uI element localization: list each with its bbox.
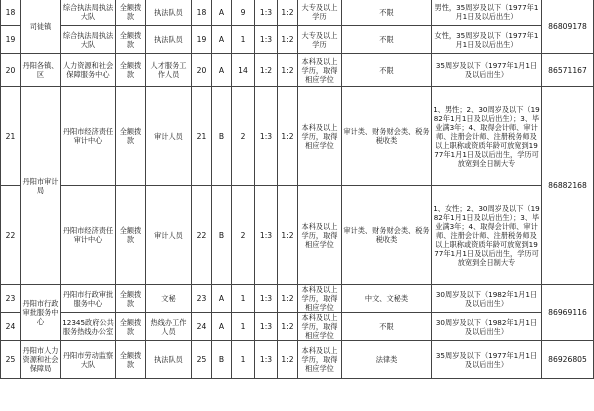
education-cell: 本科及以上学历，取得相应学位 [298,341,342,379]
position-cell: 执法队员 [146,0,192,26]
education-cell: 本科及以上学历，取得相应学位 [298,313,342,341]
ratio2-cell: 1:2 [278,26,298,54]
funding-cell: 全额拨款 [116,26,146,54]
other-cell: 男性，35周岁及以下（1977年1月1日及以后出生） [432,0,542,26]
table-row [1,87,594,186]
code-cell: 18 [192,0,212,26]
position-cell: 审计人员 [146,186,192,285]
phone-cell: 86571167 [542,54,594,87]
phone-cell: 86809178 [542,0,594,54]
code-cell: 25 [192,341,212,379]
ratio-cell: 1:3 [255,0,278,26]
category-cell: B [212,87,232,186]
funding-cell: 全额拨款 [116,54,146,87]
table-row [1,0,594,26]
major-cell: 审计类、财务财会类、税务税收类 [342,186,432,285]
unit-cell: 丹阳市劳动监察大队 [61,341,116,379]
seq-cell: 19 [1,26,21,54]
unit-cell: 丹阳市行政审批服务中心 [61,285,116,313]
code-cell: 23 [192,285,212,313]
table-row [1,285,594,313]
seq-cell: 20 [1,54,21,87]
seq-cell: 18 [1,0,21,26]
count-cell: 9 [232,0,255,26]
category-cell: A [212,26,232,54]
seq-cell: 23 [1,285,21,313]
funding-cell: 全额拨款 [116,341,146,379]
ratio2-cell: 1:2 [278,341,298,379]
ratio-cell: 1:3 [255,87,278,186]
unit-cell: 丹阳市经济责任审计中心 [61,87,116,186]
other-cell: 1、女性；2、30周岁及以下（1982年1月1日及以后出生）；3、毕业满3年；4、取得会计师、审计师、注册会计师、注册税务师及以上职称或资质年龄可放宽到1977年1月1日及以后出生，学历可放宽到全日制大专 [432,186,542,285]
dept-cell: 丹阳市行政审批服务中心 [21,285,61,341]
ratio2-cell: 1:2 [278,285,298,313]
count-cell: 1 [232,26,255,54]
category-cell: B [212,341,232,379]
unit-cell: 丹阳市经济责任审计中心 [61,186,116,285]
funding-cell: 全额拨款 [116,0,146,26]
major-cell: 审计类、财务财会类、税务税收类 [342,87,432,186]
table-row [1,313,594,341]
funding-cell: 全额拨款 [116,313,146,341]
dept-cell: 司徒镇 [21,0,61,54]
count-cell: 2 [232,87,255,186]
other-cell: 35周岁及以下（1977年1月1日及以后出生） [432,341,542,379]
count-cell: 14 [232,54,255,87]
position-cell: 审计人员 [146,87,192,186]
ratio-cell: 1:3 [255,26,278,54]
funding-cell: 全额拨款 [116,87,146,186]
category-cell: A [212,54,232,87]
count-cell: 1 [232,285,255,313]
seq-cell: 21 [1,87,21,186]
code-cell: 19 [192,26,212,54]
unit-cell: 人力资源和社会保障服务中心 [61,54,116,87]
table-row [1,26,594,54]
major-cell: 法律类 [342,341,432,379]
unit-cell: 综合执法局执法大队 [61,26,116,54]
count-cell: 1 [232,341,255,379]
position-cell: 热线办工作人员 [146,313,192,341]
funding-cell: 全额拨款 [116,186,146,285]
table-row [1,186,594,285]
education-cell: 大专及以上学历 [298,0,342,26]
major-cell: 不限 [342,0,432,26]
count-cell: 2 [232,186,255,285]
dept-cell: 丹阳市审计局 [21,87,61,285]
seq-cell: 24 [1,313,21,341]
count-cell: 1 [232,313,255,341]
ratio-cell: 1:3 [255,313,278,341]
unit-cell: 综合执法局执法大队 [61,0,116,26]
ratio2-cell: 1:2 [278,186,298,285]
ratio-cell: 1:3 [255,186,278,285]
ratio2-cell: 1:2 [278,0,298,26]
other-cell: 1、男性；2、30周岁及以下（1982年1月1日及以后出生）；3、毕业满3年；4、取得会计师、审计师、注册会计师、注册税务师及以上职称或资质年龄可放宽到1977年1月1日及以后出生，学历可放宽到全日制大专 [432,87,542,186]
major-cell: 中文、文秘类 [342,285,432,313]
other-cell: 35周岁及以下（1977年1月1日及以后出生） [432,54,542,87]
category-cell: A [212,313,232,341]
funding-cell: 全额拨款 [116,285,146,313]
education-cell: 本科及以上学历，取得相应学位 [298,285,342,313]
ratio-cell: 1:2 [255,54,278,87]
dept-cell: 丹阳各镇、区 [21,54,61,87]
ratio2-cell: 1:2 [278,313,298,341]
code-cell: 20 [192,54,212,87]
code-cell: 21 [192,87,212,186]
seq-cell: 25 [1,341,21,379]
position-cell: 执法队员 [146,341,192,379]
ratio2-cell: 1:2 [278,54,298,87]
education-cell: 本科及以上学历，取得相应学位 [298,87,342,186]
position-cell: 文秘 [146,285,192,313]
position-cell: 执法队员 [146,26,192,54]
category-cell: A [212,0,232,26]
category-cell: B [212,186,232,285]
major-cell: 不限 [342,54,432,87]
education-cell: 本科及以上学历，取得相应学位 [298,54,342,87]
ratio2-cell: 1:2 [278,87,298,186]
other-cell: 30周岁及以下（1982年1月1日及以后出生） [432,285,542,313]
phone-cell: 86882168 [542,87,594,285]
ratio-cell: 1:3 [255,285,278,313]
unit-cell: 12345政府公共服务热线办公室 [61,313,116,341]
table-row [1,54,594,87]
code-cell: 22 [192,186,212,285]
ratio-cell: 1:3 [255,341,278,379]
education-cell: 大专及以上学历 [298,26,342,54]
other-cell: 30周岁及以下（1982年1月1日及以后出生） [432,313,542,341]
code-cell: 24 [192,313,212,341]
position-cell: 人才服务工作人员 [146,54,192,87]
education-cell: 本科及以上学历，取得相应学位 [298,186,342,285]
table-row [1,341,594,379]
other-cell: 女性，35周岁及以下（1977年1月1日及以后出生） [432,26,542,54]
dept-cell: 丹阳市人力资源和社会保障局 [21,341,61,379]
phone-cell: 86926805 [542,341,594,379]
major-cell: 不限 [342,313,432,341]
category-cell: A [212,285,232,313]
major-cell: 不限 [342,26,432,54]
seq-cell: 22 [1,186,21,285]
phone-cell: 86969116 [542,285,594,341]
